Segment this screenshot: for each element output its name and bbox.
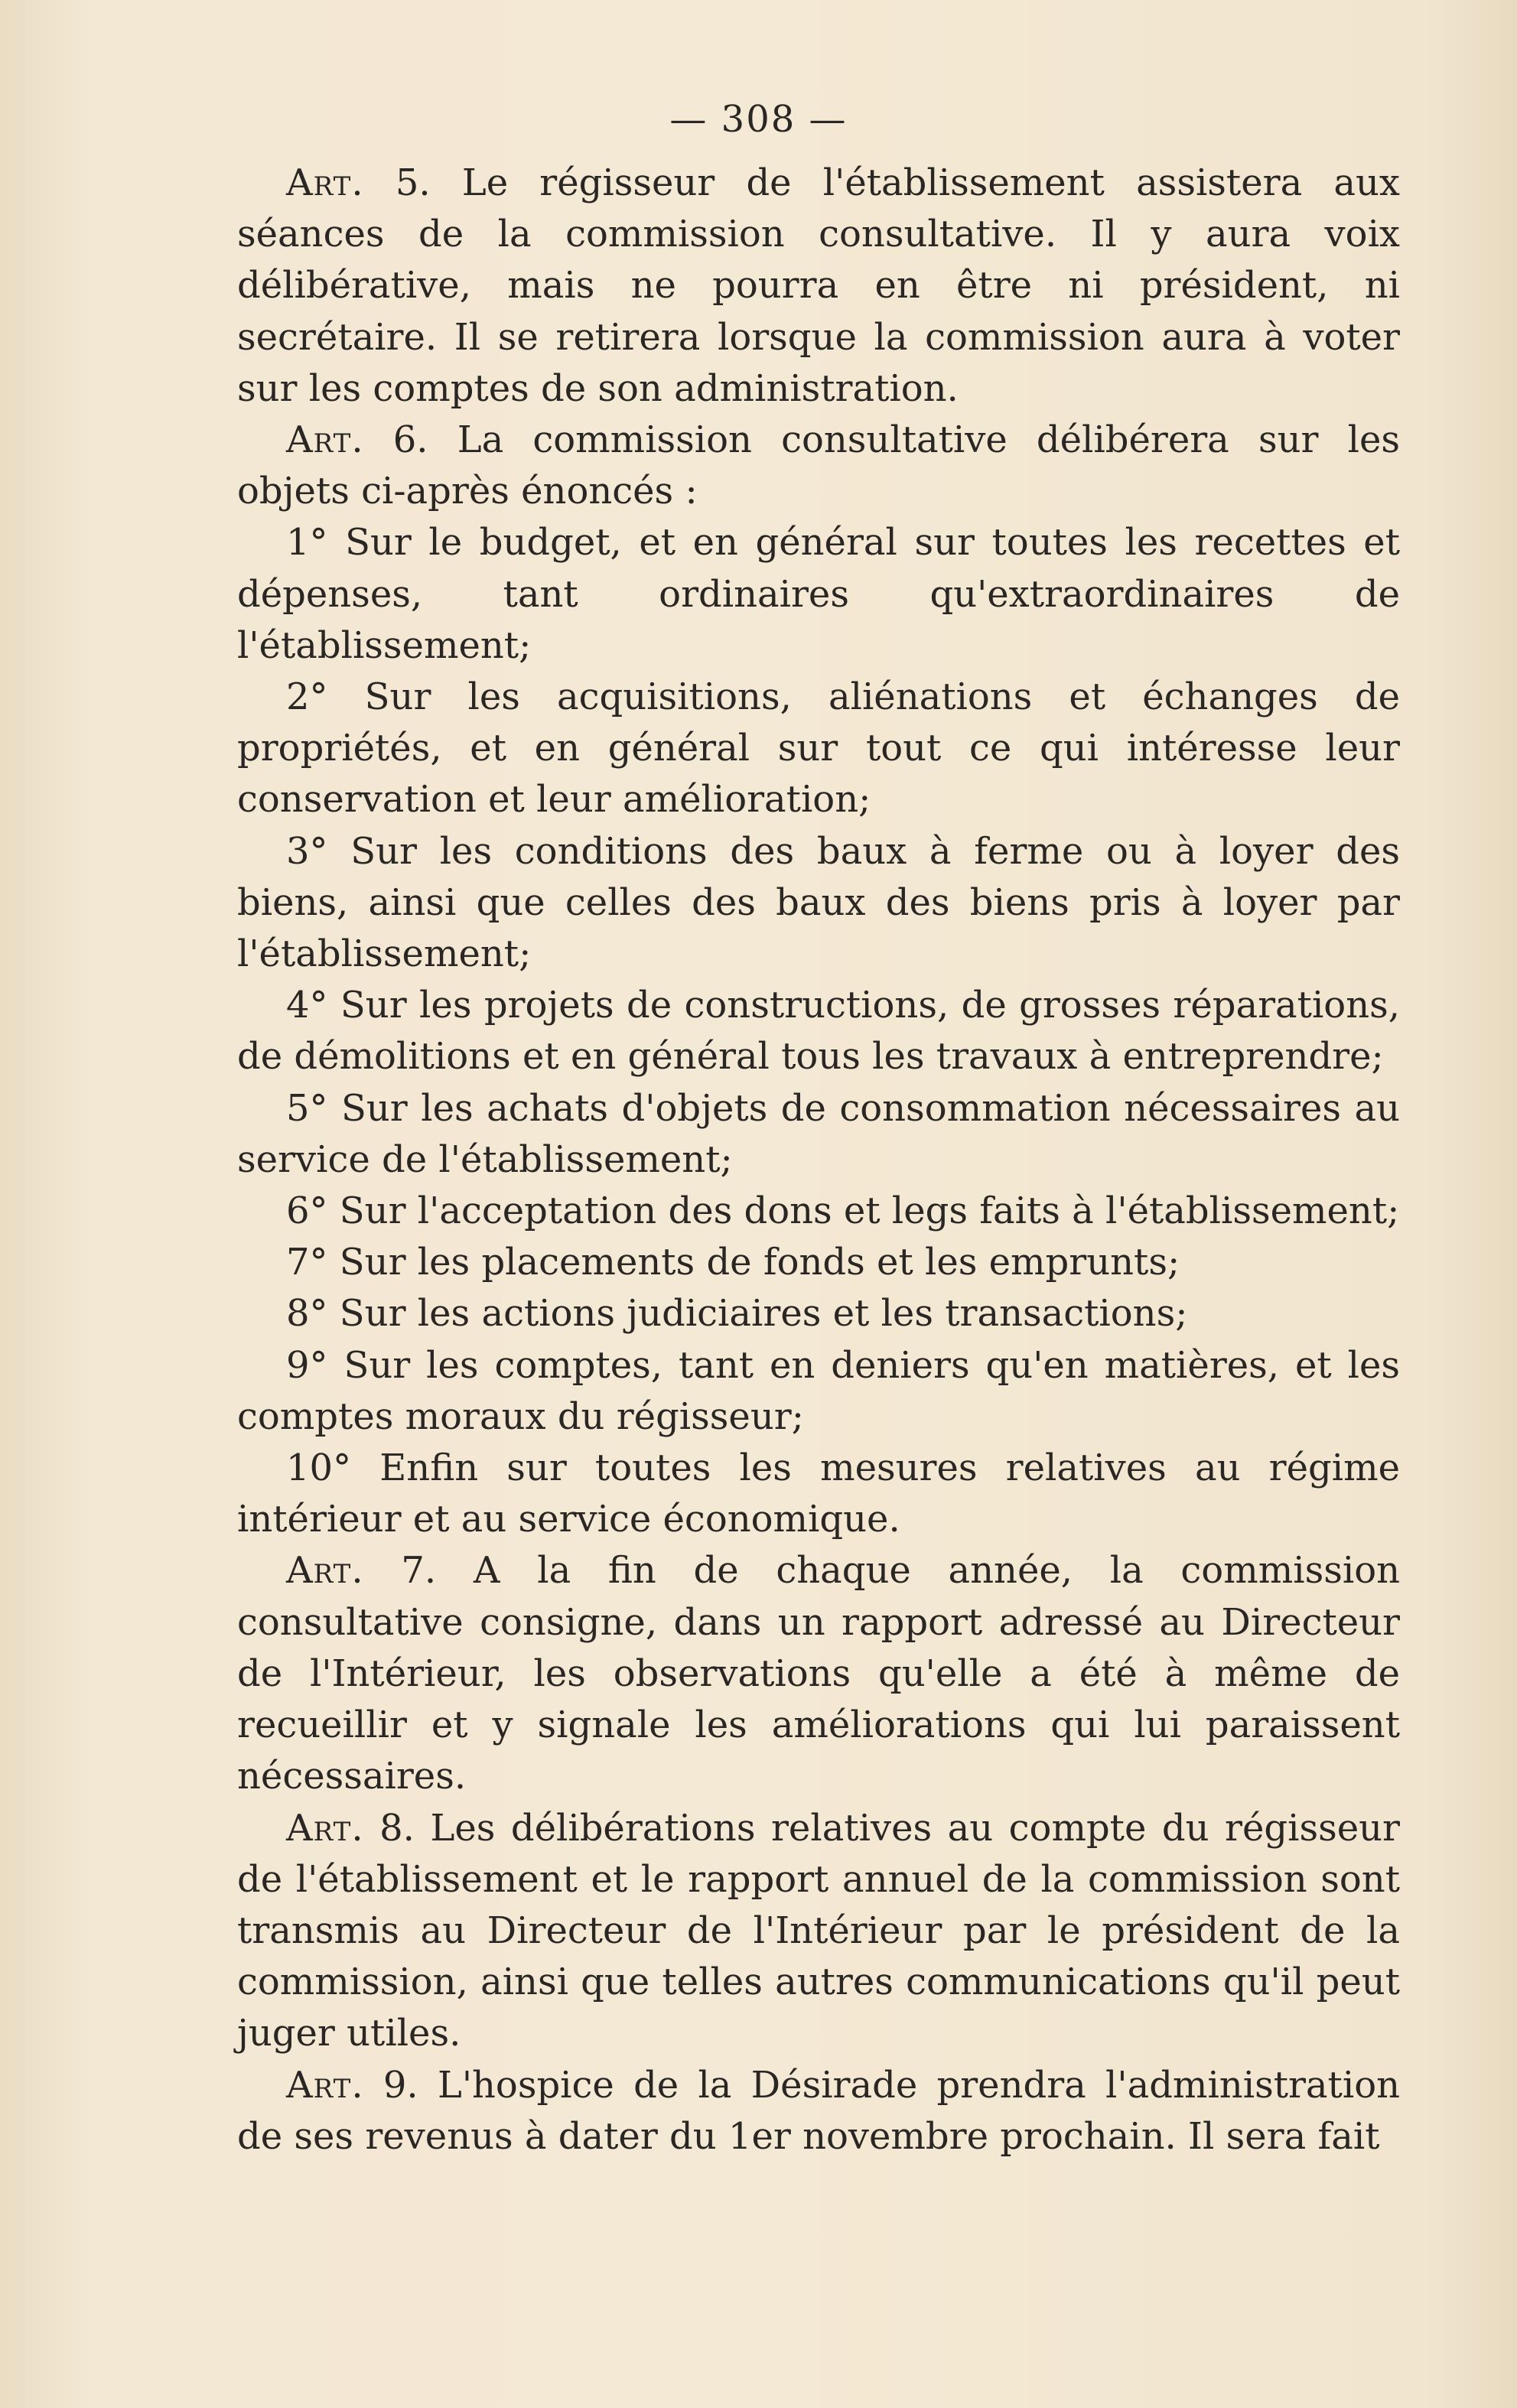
list-item-1: 1° Sur le budget, et en général sur toutes les recettes et dépenses, tant ordinaires qu'extraordinaires de l'établissement; <box>237 521 1400 667</box>
list-item-7: 7° Sur les placements de fonds et les emprunts; <box>286 1241 1180 1284</box>
article-label: Art. <box>286 1549 364 1593</box>
list-item-10: 10° Enfin sur toutes les mesures relatives au régime intérieur et au service économique. <box>237 1446 1400 1541</box>
list-item-2: 2° Sur les acquisitions, aliénations et échanges de propriétés, et en général sur tout ce qui intéresse leur conservation et leur amélioration; <box>237 675 1400 822</box>
paragraph-text: A la fin de chaque année, la commission consultative consigne, dans un rapport adressé au Directeur de l'Intérieur, les observations qu'elle a été à même de recueillir et y signale les améliorations qui lui paraissent nécessaires. <box>237 1549 1401 1798</box>
list-item-9: 9° Sur les comptes, tant en deniers qu'en matières, et les comptes moraux du régisseur; <box>237 1343 1400 1438</box>
article-9-paragraph <box>237 2060 1400 2162</box>
paragraph-text: L'hospice de la Désirade prendra l'administration de ses revenus à dater du 1er novembre prochain. Il sera fait <box>237 2063 1401 2158</box>
article-6-paragraph <box>237 415 1400 517</box>
article-number: 5. <box>395 161 431 204</box>
body-text <box>237 158 1400 2162</box>
paragraph-text: Le régisseur de l'établissement assistera aux séances de la commission consultative. Il y aura voix délibérative, mais ne pourra en être ni président, ni secrétaire. Il se retirera lorsque la commission aura à voter sur les comptes de son administration. <box>237 161 1400 410</box>
list-item-3: 3° Sur les conditions des baux à ferme ou à loyer des biens, ainsi que celles des baux des biens pris à loyer par l'établissement; <box>237 829 1400 976</box>
list-item-6: 6° Sur l'acceptation des dons et legs faits à l'établissement; <box>286 1189 1400 1233</box>
list-item-4: 4° Sur les projets de constructions, de grosses réparations, de démolitions et en général tous les travaux à entreprendre; <box>237 984 1400 1079</box>
list-item-5: 5° Sur les achats d'objets de consommation nécessaires au service de l'établissement; <box>237 1086 1400 1181</box>
page-number: — 308 — <box>669 98 848 141</box>
article-7-paragraph <box>237 1545 1400 1802</box>
article-8-paragraph <box>237 1803 1400 2060</box>
article-number: 8. <box>379 1806 415 1850</box>
article-number: 7. <box>401 1549 437 1593</box>
article-label: Art. <box>286 161 364 204</box>
article-number: 9. <box>383 2063 418 2107</box>
paragraph-text: La commission consultative délibérera sur les objets ci-après énoncés : <box>237 418 1400 513</box>
article-5-paragraph <box>237 158 1400 415</box>
article-label: Art. <box>286 2063 364 2107</box>
article-number: 6. <box>392 418 428 462</box>
paragraph-text: Les délibérations relatives au compte du régisseur de l'établissement et le rapport annuel de la commission sont transmis au Directeur de l'Intérieur par le président de la commission, ainsi que telles autres communications qu'il peut juger utiles. <box>237 1806 1400 2055</box>
list-item-8: 8° Sur les actions judiciaires et les transactions; <box>286 1292 1188 1336</box>
article-label: Art. <box>286 1806 364 1850</box>
article-label: Art. <box>286 418 364 462</box>
